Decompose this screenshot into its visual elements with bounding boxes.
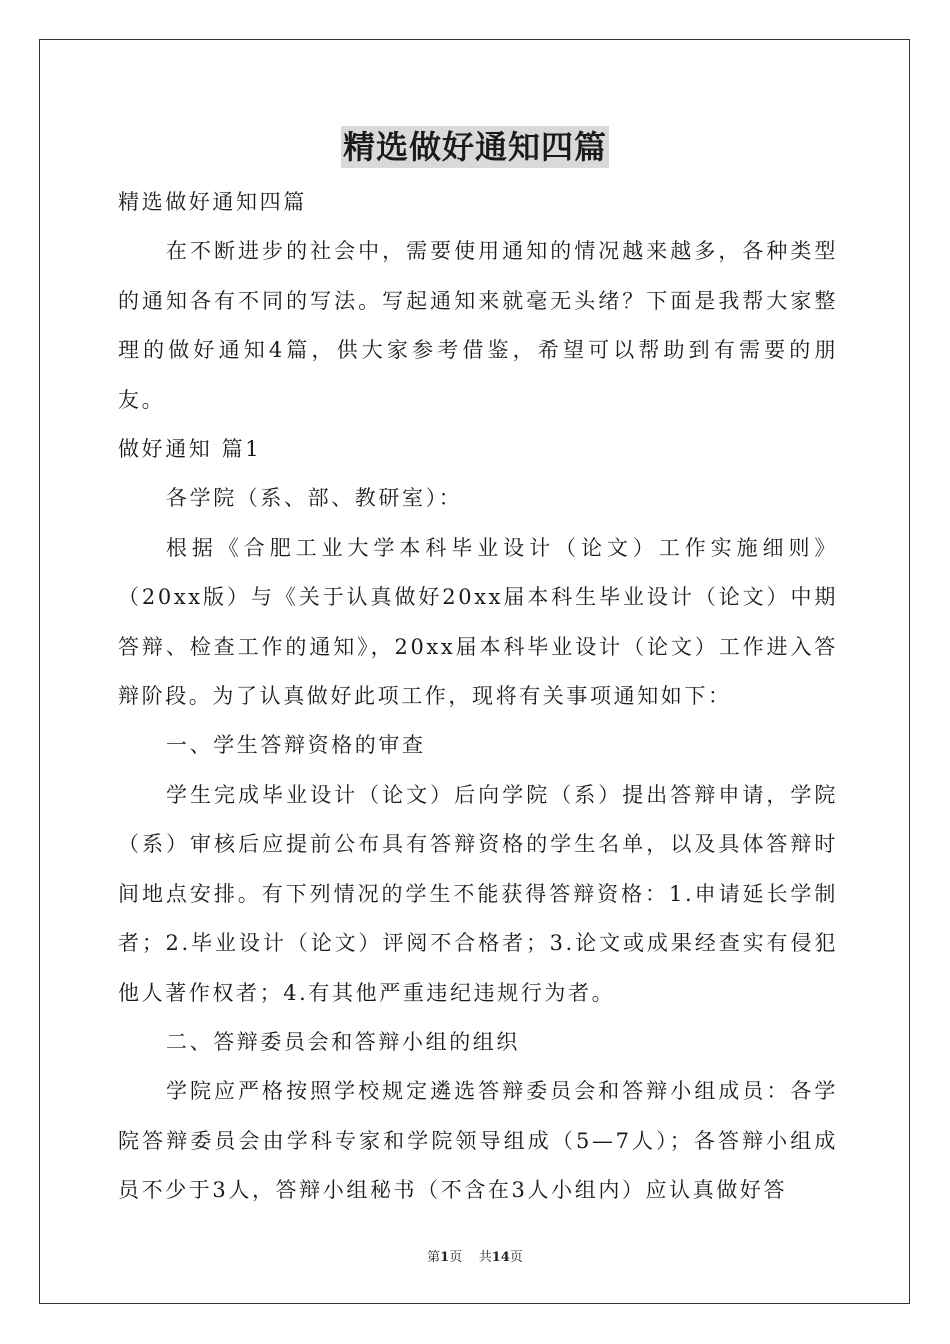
intro-paragraph: 在不断进步的社会中，需要使用通知的情况越来越多，各种类型的通知各有不同的写法。写起通知来就毫无头绪？下面是我帮大家整理的做好通知4篇，供大家参考借鉴，希望可以帮助到有需要的朋友。	[118, 239, 838, 412]
section-heading: 做好通知 篇1	[118, 437, 262, 462]
document-body	[118, 178, 838, 1216]
body-paragraph: 根据《合肥工业大学本科毕业设计（论文）工作实施细则》（20xx版）与《关于认真做好20xx届本科生毕业设计（论文）中期答辩、检查工作的通知》，20xx届本科毕业设计（论文）工作进入答辩阶段。为了认真做好此项工作，现将有关事项通知如下：	[118, 535, 838, 709]
document-title: 精选做好通知四篇	[342, 128, 607, 166]
total-prefix: 共	[478, 1250, 492, 1265]
total-suffix: 页	[509, 1250, 523, 1265]
body-paragraph: 学生完成毕业设计（论文）后向学院（系）提出答辩申请，学院（系）审核后应提前公布具有答辩资格的学生名单，以及具体答辩时间地点安排。有下列情况的学生不能获得答辩资格：1.申请延长学制者；2.毕业设计（论文）评阅不合格者；3.论文或成果经查实有侵犯他人著作权者；4.有其他严重违纪违规行为者。	[118, 782, 838, 1005]
subsection-heading: 二、答辩委员会和答辩小组的组织	[166, 1029, 520, 1054]
subtitle-line: 精选做好通知四篇	[118, 190, 307, 214]
page-number: 1	[440, 1250, 450, 1265]
page-prefix: 第	[427, 1250, 441, 1265]
page-suffix: 页	[449, 1250, 463, 1265]
total-pages: 14	[491, 1250, 510, 1265]
title-container	[0, 126, 950, 168]
body-paragraph: 学院应严格按照学校规定遴选答辩委员会和答辩小组成员：各学院答辩委员会由学科专家和学院领导组成（5—7人）；各答辩小组成员不少于3人，答辩小组秘书（不含在3人小组内）应认真做好答	[118, 1079, 838, 1203]
page-footer	[0, 1246, 950, 1265]
subsection-heading: 一、学生答辩资格的审查	[166, 733, 426, 758]
salutation: 各学院（系、部、教研室）：	[166, 486, 463, 511]
